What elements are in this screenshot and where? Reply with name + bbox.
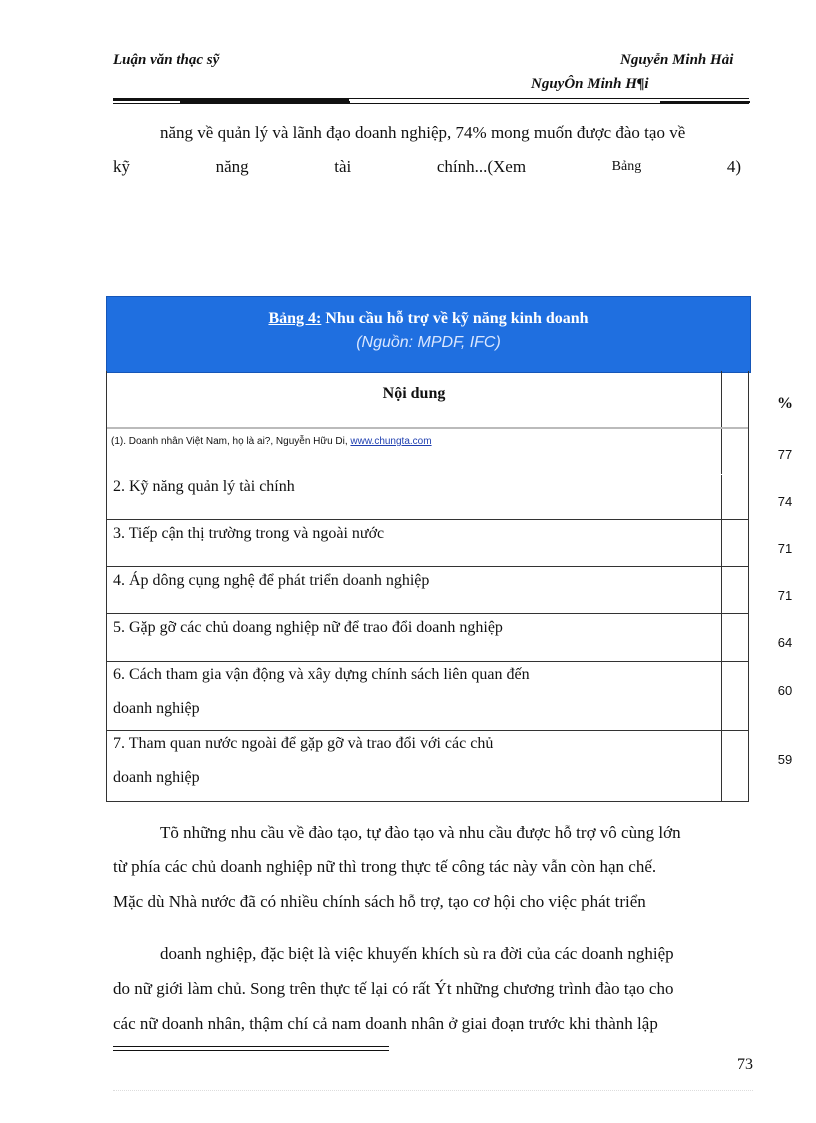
row-label: 4. Áp dông cụng nghệ để phát triển doanh nghiệp xyxy=(113,572,430,589)
intro-word: kỹ xyxy=(113,157,130,176)
intro-line-2 xyxy=(113,157,741,177)
running-header-left: Luận văn thạc sỹ xyxy=(113,52,220,68)
running-header-author: Nguyễn Minh Hải xyxy=(620,52,734,68)
intro-word: Bảng xyxy=(611,159,642,174)
table-source: (Nguồn: MPDF, IFC) xyxy=(356,334,501,351)
row-value: 77 xyxy=(777,447,793,462)
footnote-separator xyxy=(113,1046,389,1047)
running-header-author-garbled: NguyÔn Minh H¶i xyxy=(531,76,649,92)
table-caption xyxy=(106,296,751,373)
row-label: 7. Tham quan nước ngoài để gặp gỡ và trao đổi với các chủ xyxy=(113,735,494,752)
support-needs-table xyxy=(106,371,793,802)
body-line: từ phía các chủ doanh nghiệp nữ thì trong thực tế công tác này vẫn còn hạn chế. xyxy=(113,857,657,876)
row-value: 59 xyxy=(777,752,793,767)
row-label: 3. Tiếp cận thị trường trong và ngoài nước xyxy=(113,525,385,542)
row-label: 5. Gặp gỡ các chủ doang nghiệp nữ để trao đổi doanh nghiệp xyxy=(113,619,503,636)
intro-word: 4) xyxy=(726,157,741,176)
table-title-text: Nhu cầu hỗ trợ về kỹ năng kinh doanh xyxy=(321,310,589,327)
page-number: 73 xyxy=(737,1056,753,1073)
body-line: Tõ những nhu cầu về đào tạo, tự đào tạo và nhu cầu được hỗ trợ vô cùng lớn xyxy=(160,823,681,842)
row-label: 2. Kỹ năng quản lý tài chính xyxy=(113,478,295,495)
intro-word: chính...(Xem xyxy=(436,157,527,176)
intro-word: tài xyxy=(334,157,352,176)
header-rule xyxy=(349,98,749,99)
row-label: 6. Cách tham gia vận động và xây dựng chính sách liên quan đến xyxy=(113,666,530,683)
intro-line-1: năng về quản lý và lãnh đạo doanh nghiệp, 74% mong muốn được đào tạo về xyxy=(160,123,686,142)
header-rule xyxy=(113,103,749,104)
header-rule xyxy=(660,101,750,103)
intro-word: năng xyxy=(215,157,249,176)
body-line: Mặc dù Nhà nước đã có nhiều chính sách hỗ trợ, tạo cơ hội cho việc phát triển xyxy=(113,892,646,911)
footnote-text: (1). Doanh nhân Việt Nam, họ là ai?, Nguyễn Hữu Di, xyxy=(111,436,351,447)
header-rule xyxy=(180,101,350,103)
column-header-content: Nội dung xyxy=(382,385,446,402)
table-title xyxy=(107,310,750,328)
row-value: 71 xyxy=(777,541,793,556)
row-label-cont: doanh nghiệp xyxy=(113,769,200,786)
body-line: các nữ doanh nhân, thậm chí cả nam doanh nhân ở giai đoạn trước khi thành lập xyxy=(113,1014,658,1033)
row-value: 74 xyxy=(777,494,793,509)
footnote-link[interactable]: www.chungta.com xyxy=(350,436,432,447)
row-value: 71 xyxy=(777,588,793,603)
row-label-cont: doanh nghiệp xyxy=(113,700,200,717)
row-value: 60 xyxy=(777,683,793,698)
body-line: doanh nghiệp, đặc biệt là việc khuyến khích sù ra đời của các doanh nghiệp xyxy=(160,944,674,963)
page-bottom-dotted-rule xyxy=(113,1090,753,1091)
row-value: 64 xyxy=(777,635,793,650)
footnote xyxy=(111,436,432,447)
column-header-percent: % xyxy=(777,395,793,412)
table-title-label: Bảng 4: xyxy=(268,310,322,327)
body-line: do nữ giới làm chủ. Song trên thực tế lại có rất Ýt những chương trình đào tạo cho xyxy=(113,979,674,998)
footnote-separator xyxy=(113,1050,389,1051)
